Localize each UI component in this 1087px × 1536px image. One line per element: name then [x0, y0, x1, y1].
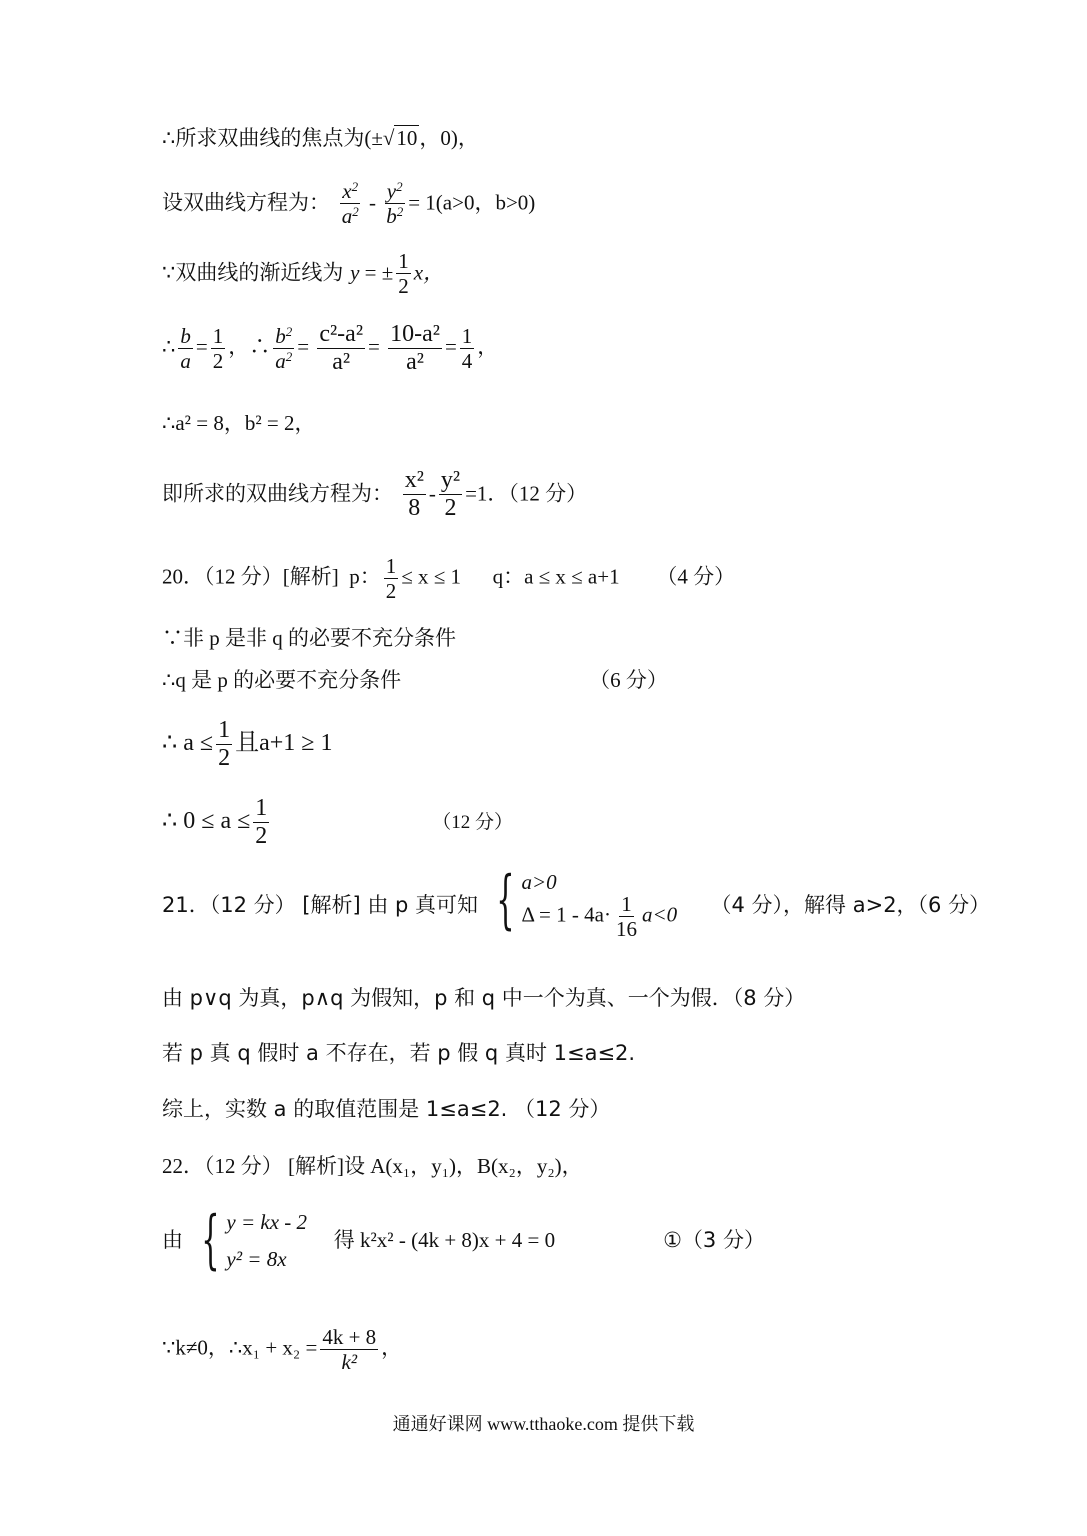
ten-minus-a2: $\frac{\text{10-a²}}{\text{a²}}$ — [390, 321, 440, 376]
problem-21-header — [162, 863, 991, 942]
condition-line-1: ∵非 p 是非 q 的必要不充分条件 — [162, 626, 456, 650]
a-range-line — [162, 796, 513, 849]
p-half: $\frac{1}{2}$ — [385, 554, 397, 604]
asymptote-tail: x， — [413, 260, 445, 285]
a-tail: 且a+1 ≥ 1 — [235, 730, 333, 757]
eq-3: = — [368, 334, 380, 359]
y2-over-2: $\frac{\text{y²}}{2}$ — [440, 467, 461, 522]
setup-lead: 设双曲线方程为： — [162, 190, 330, 215]
p20-lead: 20．（12 分）[解析] — [162, 564, 339, 589]
p22-lead: 由 — [162, 1227, 183, 1252]
p21-conclusion: 综上，实数 a 的取值范围是 1≤a≤2. （12 分） — [162, 1097, 611, 1121]
p20-score: （4 分） — [656, 564, 736, 589]
eq-1: = — [195, 334, 208, 359]
p-label: p： — [349, 564, 381, 589]
focus-line — [162, 128, 479, 149]
ratio-line: ∴ $\frac{b}{a}$ = $\frac{1}{2}$ ，∴ $\frac{b^2}{a^2}$ = $\frac{\text{c²-a²}}{\text{a²}}$ = $\frac{\text{10-a²}}{\text{a²}}$ = $\frac{1}{4}$ ， — [162, 321, 499, 376]
p22-row2: y² = 8x — [226, 1246, 287, 1271]
sqrt-10: 10 — [396, 126, 418, 150]
p22-sum-line — [162, 1326, 402, 1373]
q-label: q： — [492, 564, 525, 589]
p21-row1: a>0 — [521, 870, 557, 894]
p21-row2a: Δ = 1 - 4a· — [521, 902, 611, 927]
problem-22-header: 22．（12 分） [解析]设 A(x₁，y₁)，B(x₂，y₂)， — [162, 1154, 583, 1178]
p22-quadratic: 得 k²x² - (4k + 8)x + 4 = 0 — [333, 1227, 556, 1252]
p22-system-line — [162, 1203, 765, 1277]
p21-tail: （4 分），解得 a>2，（6 分） — [710, 893, 991, 918]
q-expr: a ≤ x ≤ a+1 — [524, 564, 620, 589]
hyperbola-equation-setup: 设双曲线方程为： $\frac{x^2}{a^2}$ - $\frac{y^2}{b^2}$ = 1(a>0，b>0) — [162, 179, 536, 229]
range-half: $\frac{1}{2}$ — [255, 795, 268, 850]
focus-after: ，0)， — [419, 126, 479, 150]
condition-line-2 — [162, 670, 668, 691]
a-half: $\frac{1}{2}$ — [218, 717, 231, 772]
p-expr: ≤ x ≤ 1 — [401, 564, 462, 589]
result-tail: =1．（12 分） — [465, 481, 588, 506]
sum-tail: ， — [381, 1335, 403, 1360]
result-lead: 即所求的双曲线方程为： — [162, 481, 393, 506]
setup-tail: = 1(a>0，b>0) — [408, 190, 536, 215]
a2-b2-values: ∴a² = 8，b² = 2， — [162, 411, 316, 435]
p22-score: ①（3 分） — [663, 1227, 765, 1252]
p21-system: { a>0 Δ = 1 - 4a· $\frac{1}{16}$ a<0 — [495, 863, 678, 942]
focus-text: ∴所求双曲线的焦点为 — [162, 126, 365, 150]
x2-over-a2: $\frac{x^2}{a^2}$ — [341, 179, 359, 229]
y2-over-b2: $\frac{y^2}{b^2}$ — [386, 179, 404, 229]
a-lead: ∴ a ≤ — [162, 730, 214, 757]
focus-coords: (±√10，0)， — [364, 126, 479, 150]
x2-over-8: $\frac{\text{x²}}{8}$ — [404, 467, 424, 522]
p21-truth-line: 由 p∨q 为真，p∧q 为假知，p 和 q 中一个为真、一个为假．（8 分） — [162, 986, 806, 1010]
half-fraction: $\frac{1}{2}$ — [398, 249, 409, 299]
p22-system: { y = kx - 2 y² = 8x — [200, 1203, 308, 1277]
b2-over-a2: $\frac{b^2}{a^2}$ — [275, 323, 293, 374]
footer-source: 通通好课网 www.tthaoke.com 提供下载 — [392, 1414, 695, 1434]
p21-case-line: 若 p 真 q 假时 a 不存在，若 p 假 q 真时 1≤a≤2. — [162, 1041, 636, 1065]
range-lead: ∴ 0 ≤ a ≤ — [162, 808, 251, 835]
half-b: $\frac{1}{2}$ — [212, 324, 224, 374]
condition-text: ∴q 是 p 的必要不充分条件 — [162, 668, 402, 692]
range-score: （12 分） — [432, 812, 514, 834]
p22-row1: y = kx - 2 — [226, 1210, 308, 1234]
problem-20-header — [162, 555, 735, 602]
sum-fraction: $\frac{4k + 8}{\text{k²}}$ — [322, 1325, 377, 1375]
p21-row2b: a<0 — [641, 902, 678, 927]
sum-lead: ∵k≠0，∴x₁ + x₂ = — [162, 1335, 318, 1360]
hyperbola-result: 即所求的双曲线方程为： $\frac{\text{x²}}{8}$ - $\frac{\text{y²}}{2}$ =1．（12 分） — [162, 467, 588, 522]
one-sixteenth: $\frac{1}{16}$ — [615, 892, 637, 942]
asymptote-line: ∵双曲线的渐近线为 y = ± $\frac{1}{2}$ x， — [162, 249, 445, 299]
a-inequality-line — [162, 718, 332, 771]
c2-minus-a2: $\frac{\text{c²-a²}}{\text{a²}}$ — [319, 321, 364, 376]
eq-2: = — [297, 334, 310, 359]
p21-lead: 21．（12 分） [解析] 由 p 真可知 — [162, 893, 479, 918]
asymptote-lead: ∵双曲线的渐近线为 — [162, 260, 344, 285]
eq-4: = — [444, 334, 457, 359]
quarter: $\frac{1}{4}$ — [461, 324, 473, 374]
condition-score: （6 分） — [589, 668, 668, 692]
b-over-a: $\frac{b}{a}$ — [180, 324, 191, 374]
